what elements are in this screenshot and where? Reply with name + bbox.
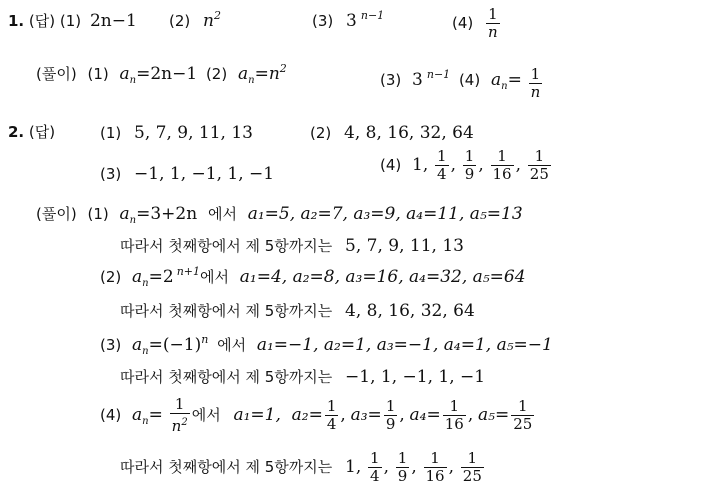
fraction: $\frac{1}{25}$: [513, 397, 533, 433]
p2-answer-3: (3) −1, 1, −1, 1, −1: [100, 164, 275, 184]
fraction: $\frac{1}{n}$: [530, 65, 541, 101]
fraction: $\frac{1}{4}$: [370, 449, 380, 485]
fraction: $\frac{1}{16}$: [492, 147, 512, 183]
fraction: $\frac{1}{n}$: [488, 5, 498, 41]
p1-answer-3: (3) 3 $^{n-1}$: [312, 9, 385, 31]
p1-solution-3: (3) 3 $^{n-1}$ (4) $a_n=$ $\frac{1}{n}$: [380, 65, 541, 101]
p2-number: 2.: [8, 123, 25, 141]
p2-solution-1: (풀이) (1) $a_n=3+2n$ 에서 a₁=5, a₂=7, a₃=9, a₄=11, a₅=13: [36, 204, 523, 226]
p1-number: 1.: [8, 12, 25, 30]
fraction: $\frac{1}{16}$: [444, 397, 464, 433]
p2-answer-label-line: [8, 125, 55, 140]
p2-solution-2-result: 따라서 첫째항에서 제 5항까지는 4, 8, 16, 32, 64: [120, 301, 475, 321]
p2-solution-4: (4) $a_n=$ $\frac{1}{n^2}$ 에서 a₁=1, a₂= $\frac{1}{4}$ , a₃= $\frac{1}{9}$ , a₄= $\frac{1}{16}$ , a₅= $\frac{1}{25}$: [100, 395, 533, 435]
p1-label-1: (1): [59, 12, 82, 30]
p2-solution-1-result: 따라서 첫째항에서 제 5항까지는 5, 7, 9, 11, 13: [120, 236, 464, 256]
fraction: $\frac{1}{25}$: [462, 449, 482, 485]
p1-solution-label: (풀이): [36, 65, 77, 83]
p2-answer-label: (답): [28, 123, 56, 141]
p2-solution-label: (풀이): [36, 205, 77, 223]
p1-label-4: (4): [452, 14, 474, 32]
fraction: $\frac{1}{n^2}$: [171, 395, 188, 435]
fraction: $\frac{1}{9}$: [397, 449, 408, 485]
p2-solution-3: (3) $a_n=(-1)^n$ 에서 a₁=−1, a₂=1, a₃=−1, a₄=1, a₅=−1: [100, 333, 553, 357]
p2-solution-4-result: 따라서 첫째항에서 제 5항까지는 1, $\frac{1}{4}$ , $\frac{1}{9}$ , $\frac{1}{16}$ , $\frac{1}{25}$: [120, 449, 482, 485]
p2-answer-2: (2) 4, 8, 16, 32, 64: [310, 123, 474, 143]
p1-answer-4: [452, 6, 502, 41]
p2-answer-4: (4) 1, $\frac{1}{4}$ , $\frac{1}{9}$ , $\frac{1}{16}$ , $\frac{1}{25}$: [380, 147, 549, 183]
p1-answer-label: (답): [28, 12, 56, 30]
p2-solution-2: (2) $a_n=2$ $^{n+1}$에서 a₁=4, a₂=8, a₃=16, a₄=32, a₅=64: [100, 265, 526, 289]
p1-label-2: (2): [169, 12, 191, 30]
p1-answer-line: [8, 13, 137, 30]
fraction: $\frac{1}{4}$: [326, 397, 337, 433]
p2-solution-3-result: 따라서 첫째항에서 제 5항까지는 −1, 1, −1, 1, −1: [120, 367, 486, 387]
fraction: $\frac{1}{25}$: [529, 147, 549, 183]
fraction: $\frac{1}{16}$: [425, 449, 445, 485]
p2-answer-1: (1) 5, 7, 9, 11, 13: [100, 123, 253, 143]
fraction: $\frac{1}{4}$: [437, 147, 447, 183]
p1-label-3: (3): [312, 12, 334, 30]
p1-solution-line: (풀이) (1) $a_n=2n-1$ (2) $a_n=n^2$: [36, 62, 287, 86]
p1-answer-1: 2n−1: [89, 11, 137, 31]
fraction: $\frac{1}{9}$: [464, 147, 475, 183]
p1-answer-2: (2) $n^2$: [169, 9, 221, 31]
fraction: $\frac{1}{9}$: [385, 397, 396, 433]
